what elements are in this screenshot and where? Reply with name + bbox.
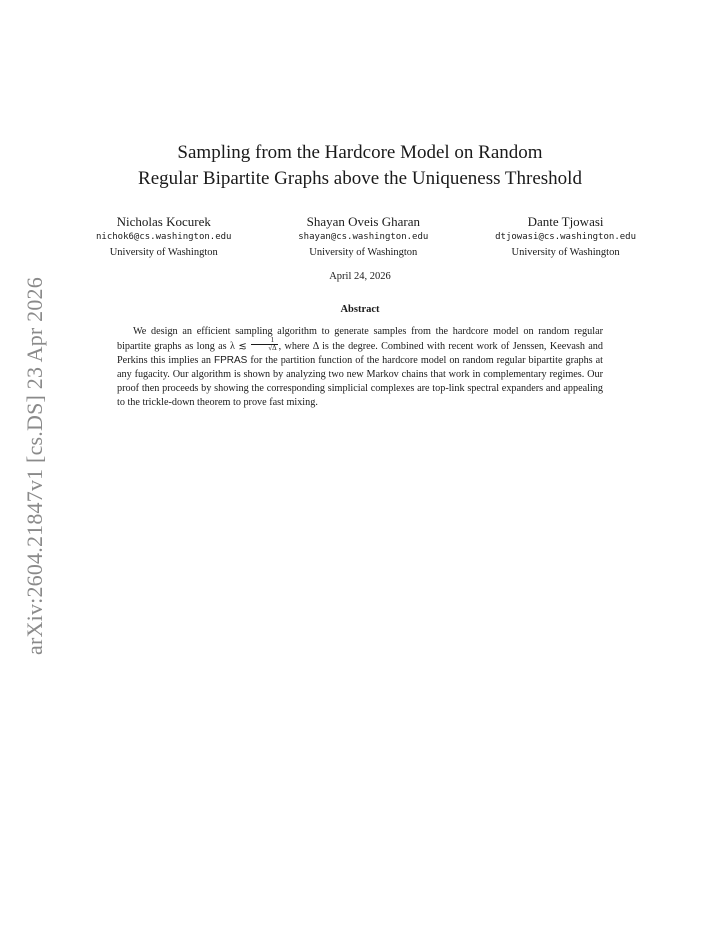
- arxiv-identifier: [18, 260, 52, 672]
- abstract-body: [117, 325, 603, 410]
- abstract-heading: Abstract: [340, 304, 380, 315]
- fpras-term: FPRAS: [213, 355, 248, 366]
- abstract-text-part-3: for the partition function of the hardcore model on random regular bipartite graphs at any fugacity. Our algorithm is shown by analyzing two new Markov chains that work in complementary regimes. Our proof then proceeds by showing the corresponding simplicial complexes are top-link spectral expanders and appealing to the trickle-down theorem to prove fast mixing.: [117, 355, 604, 408]
- paper-title: [0, 140, 720, 192]
- fraction-one-over-sqrt-delta: [251, 337, 277, 352]
- abstract-text-part-1: We design an efficient sampling algorithm to generate samples from the hardcore model on random regular bipartite graphs as long as λ ≲: [117, 326, 603, 352]
- author-name: Nicholas Kocurek: [116, 214, 211, 229]
- title-line-1: Sampling from the Hardcore Model on Random: [177, 142, 543, 163]
- author-name: Shayan Oveis Gharan: [306, 214, 420, 229]
- author-block: [298, 213, 428, 260]
- author-email: dtjowasi@cs.washington.edu: [495, 232, 636, 242]
- title-line-2: Regular Bipartite Graphs above the Uniqueness Threshold: [138, 168, 582, 189]
- author-affiliation: University of Washington: [511, 247, 620, 258]
- fraction-denominator: √Δ: [268, 344, 277, 352]
- fraction-numerator: 1: [251, 337, 277, 345]
- paper-date: April 24, 2026: [329, 271, 391, 282]
- author-block: [96, 213, 231, 260]
- author-email: nichok6@cs.washington.edu: [96, 232, 232, 242]
- abstract-text-part-2: , where Δ is the degree. Combined with recent work of Jenssen, Keevash and Perkins this implies an: [117, 340, 603, 366]
- author-block: [495, 213, 636, 260]
- arxiv-identifier-text: arXiv:2604.21847v1 [cs.DS] 23 Apr 2026: [22, 277, 47, 655]
- author-list: [96, 213, 636, 260]
- author-affiliation: University of Washington: [109, 247, 218, 258]
- author-email: shayan@cs.washington.edu: [298, 232, 429, 242]
- author-affiliation: University of Washington: [309, 247, 418, 258]
- author-name: Dante Tjowasi: [527, 214, 604, 229]
